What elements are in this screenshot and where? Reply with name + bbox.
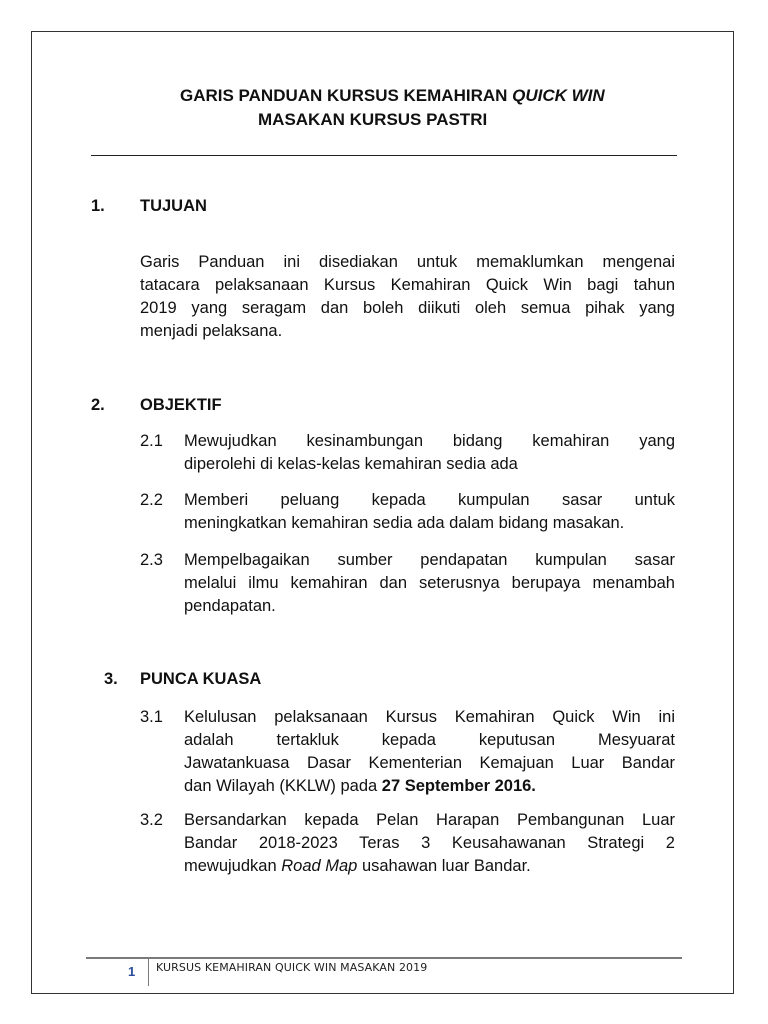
- item-2-1-number: 2.1: [140, 432, 163, 450]
- paragraph-line: Mewujudkan kesinambungan bidang kemahiran yang: [184, 432, 675, 450]
- paragraph-line: pendapatan.: [184, 597, 276, 615]
- paragraph-line: Memberi peluang kepada kumpulan sasar untuk: [184, 491, 675, 509]
- paragraph-line: Kelulusan pelaksanaan Kursus Kemahiran Quick Win ini: [184, 708, 675, 726]
- paragraph-line: mewujudkan Road Map usahawan luar Bandar.: [184, 857, 531, 875]
- section-1-number: 1.: [91, 197, 105, 215]
- paragraph-line: meningkatkan kemahiran sedia ada dalam bidang masakan.: [184, 514, 625, 532]
- paragraph-line: menjadi pelaksana.: [140, 322, 283, 340]
- paragraph-line: 2019 yang seragam dan boleh diikuti oleh semua pihak yang: [140, 299, 675, 317]
- footer-divider: [86, 957, 682, 959]
- title-divider: [91, 155, 677, 156]
- section-2-heading: OBJEKTIF: [140, 396, 222, 414]
- item-2-3-text: [184, 549, 675, 618]
- item-2-3-number: 2.3: [140, 551, 163, 569]
- title-italic-quick-win: QUICK WIN: [512, 86, 605, 105]
- paragraph-line: Bersandarkan kepada Pelan Harapan Pembangunan Luar: [184, 811, 675, 829]
- paragraph-line: dan Wilayah (KKLW) pada 27 September 2016.: [184, 777, 536, 795]
- paragraph-line: melalui ilmu kemahiran dan seterusnya berupaya menambah: [184, 574, 675, 592]
- item-3-2-number: 3.2: [140, 811, 163, 829]
- footer-text: KURSUS KEMAHIRAN QUICK WIN MASAKAN 2019: [156, 961, 428, 974]
- document-title-line-2: MASAKAN KURSUS PASTRI: [258, 110, 488, 129]
- section-1-paragraph: [140, 251, 675, 343]
- paragraph-line: Bandar 2018-2023 Teras 3 Keusahawanan Strategi 2: [184, 834, 675, 852]
- item-3-2-text: [184, 809, 675, 878]
- paragraph-line: Mempelbagaikan sumber pendapatan kumpulan sasar: [184, 551, 675, 569]
- approval-date: 27 September 2016.: [381, 777, 536, 795]
- item-2-1-text: [184, 430, 675, 476]
- page-number: 1: [128, 964, 136, 979]
- section-3-number: 3.: [104, 670, 118, 688]
- paragraph-line: Garis Panduan ini disediakan untuk memaklumkan mengenai: [140, 253, 675, 271]
- paragraph-line: diperolehi di kelas-kelas kemahiran sedia ada: [184, 455, 518, 473]
- document-title-line-1: GARIS PANDUAN KURSUS KEMAHIRAN QUICK WIN: [180, 86, 605, 105]
- paragraph-line: Jawatankuasa Dasar Kementerian Kemajuan Luar Bandar: [184, 754, 675, 772]
- paragraph-line: adalah tertakluk kepada keputusan Mesyuarat: [184, 731, 675, 749]
- item-3-1-number: 3.1: [140, 708, 163, 726]
- item-2-2-number: 2.2: [140, 491, 163, 509]
- section-1-heading: TUJUAN: [140, 197, 207, 215]
- footer-vertical-divider: [148, 958, 149, 986]
- road-map-italic: Road Map: [281, 857, 358, 875]
- section-3-heading: PUNCA KUASA: [140, 670, 262, 688]
- item-3-1-text: [184, 706, 675, 798]
- section-2-number: 2.: [91, 396, 105, 414]
- item-2-2-text: [184, 489, 675, 535]
- paragraph-line: tatacara pelaksanaan Kursus Kemahiran Quick Win bagi tahun: [140, 276, 675, 294]
